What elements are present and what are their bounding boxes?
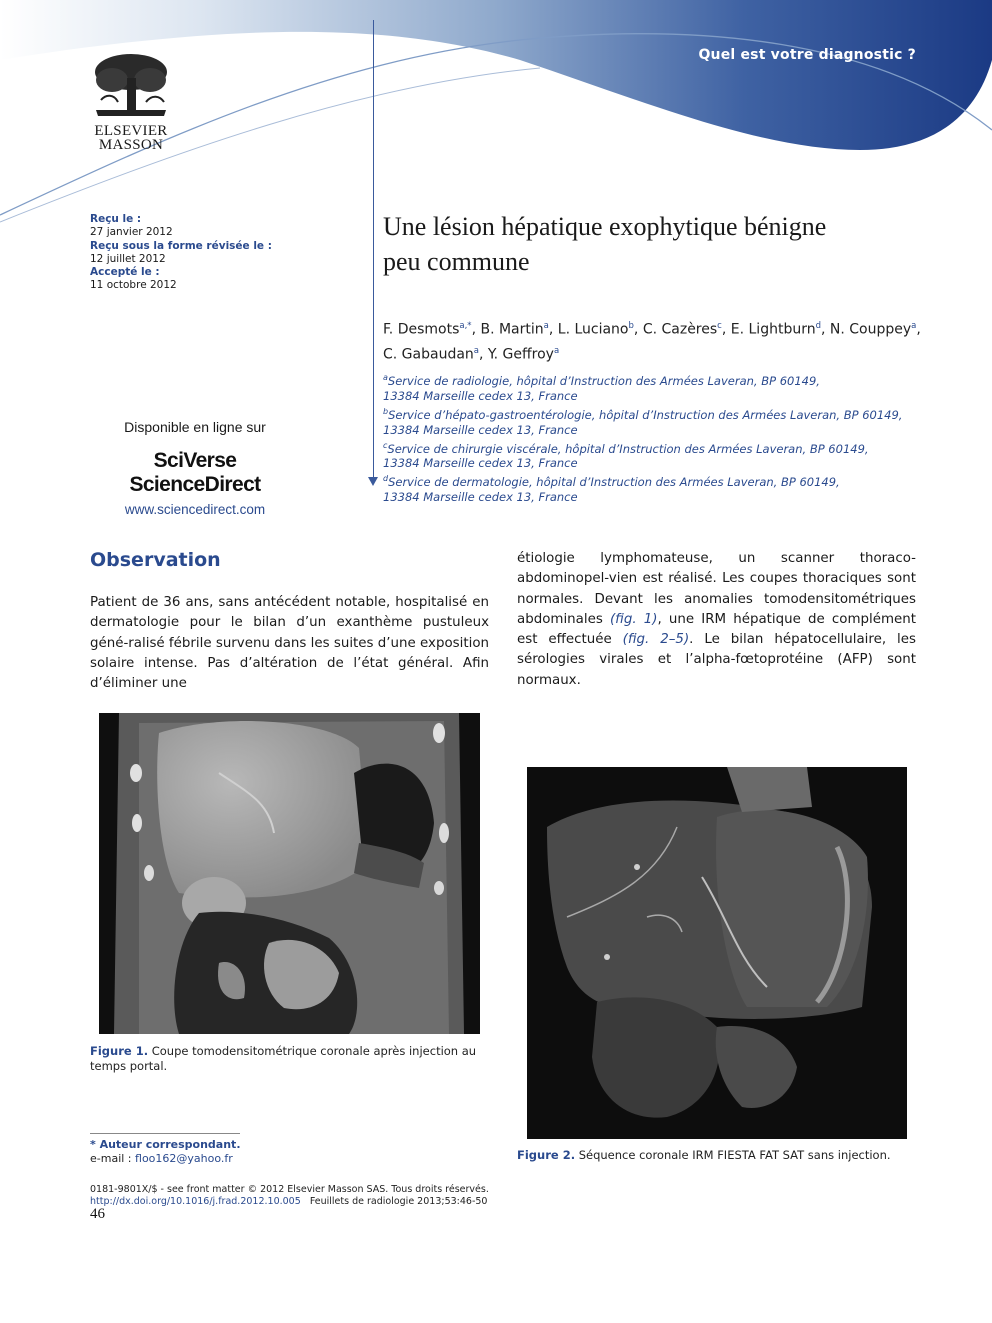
rubric-title: Quel est votre diagnostic ? — [698, 47, 916, 63]
sciencedirect-brand: SciVerse ScienceDirect — [129, 449, 261, 496]
author-affil-sup[interactable]: a — [553, 345, 560, 356]
body-text-left: Patient de 36 ans, sans antécédent notable, hospitalisé en dermatologie pour le bilan d’un exanthème pustuleux géné-ralisé fébrile survenu dans les suites d’une exposition solaire intense. Pas d’altération de l’état général. Afin d’éliminer une — [90, 595, 489, 692]
received-label: Reçu le : — [90, 213, 142, 225]
author-sep: , — [548, 321, 558, 338]
bibliographic-info — [90, 1184, 489, 1208]
author-sep: , — [821, 321, 830, 338]
author-name: F. Desmots — [383, 321, 460, 338]
affiliation-city: 13384 Marseille cedex 13, France — [383, 456, 578, 471]
caption-text: Séquence coronale IRM FIESTA FAT SAT sans injection. — [578, 1148, 891, 1162]
affiliation-sup: d — [383, 474, 389, 484]
author-name: L. Luciano — [557, 321, 629, 338]
affiliation-city: 13384 Marseille cedex 13, France — [383, 422, 578, 437]
figure-ref-link[interactable]: (fig. 2–5) — [622, 632, 690, 648]
corresponding-author-footnote — [90, 1138, 241, 1166]
affiliation-city: 13384 Marseille cedex 13, France — [383, 388, 578, 403]
title-line-2: peu commune — [383, 247, 530, 276]
accepted-date: 11 octobre 2012 — [90, 279, 177, 292]
body-text-right — [517, 549, 916, 691]
affiliation-list — [383, 370, 943, 505]
figure-ref-link[interactable]: (fig. 1) — [609, 611, 658, 627]
figure-2-mri-image — [527, 767, 907, 1139]
author-affil-sup[interactable]: d — [815, 321, 821, 331]
author-affil-sup[interactable]: a,* — [459, 321, 472, 331]
affiliation-city: 13384 Marseille cedex 13, France — [383, 490, 578, 505]
email-link[interactable]: floo162@yahoo.fr — [135, 1152, 233, 1165]
vertical-rule — [373, 20, 374, 480]
author-name: N. Couppey — [829, 321, 912, 338]
logo-line-2: MASSON — [98, 137, 164, 153]
doi-link[interactable]: http://dx.doi.org/10.1016/j.frad.2012.10.005 — [90, 1196, 301, 1207]
email-label: e-mail : — [90, 1152, 136, 1165]
affiliation-sup: c — [383, 440, 388, 450]
elsevier-masson-wordmark — [78, 124, 184, 152]
author-affil-sup[interactable]: a — [473, 345, 479, 356]
figure-2-caption — [517, 1148, 916, 1163]
author-affil-sup[interactable]: c — [717, 321, 722, 331]
revised-label: Reçu sous la forme révisée le : — [90, 239, 272, 252]
affiliation-item — [383, 404, 943, 423]
article-dates — [90, 213, 272, 293]
author-sep: , — [633, 321, 643, 338]
author-affil-sup[interactable]: b — [628, 321, 634, 331]
body-text-run: étiologie lymphomateuse, un scanner thoraco-abdominopel-vien est réalisé. Les coupes thoraciques sont normales. Devant les anomalies tomodensitométriques abdominales — [517, 551, 916, 627]
affiliation-line: Service de dermatologie, hôpital d’Instruction des Armées Laveran, BP 60149, — [388, 475, 840, 490]
author-name: B. Martin — [480, 321, 544, 338]
caption-text: Coupe tomodensitométrique coronale après injection au temps portal. — [90, 1044, 477, 1073]
article-title — [383, 209, 943, 279]
author-affil-sup[interactable]: a — [911, 321, 917, 331]
received-date: 27 janvier 2012 — [90, 226, 173, 239]
sciencedirect-link[interactable]: www.sciencedirect.com — [124, 502, 266, 517]
revised-date: 12 juillet 2012 — [90, 252, 166, 265]
page-number: 46 — [90, 1206, 105, 1222]
figure-label: Figure 1. — [90, 1044, 149, 1058]
figure-1-ct-image — [99, 713, 480, 1034]
affiliation-line: Service de radiologie, hôpital d’Instruction des Armées Laveran, BP 60149, — [387, 373, 820, 388]
accepted-label: Accepté le : — [90, 266, 160, 279]
affiliation-line: Service de chirurgie viscérale, hôpital d’Instruction des Armées Laveran, BP 60149, — [387, 441, 869, 456]
author-affil-sup[interactable]: a — [543, 321, 549, 331]
author-sep: , — [471, 321, 481, 338]
section-heading-observation: Observation — [90, 549, 221, 571]
journal-citation: Feuillets de radiologie 2013;53:46-50 — [309, 1196, 488, 1207]
logo-line-1: ELSEVIER — [94, 123, 168, 139]
author-sep: , — [479, 346, 488, 363]
copyright-line: 0181-9801X/$ - see front matter © 2012 Elsevier Masson SAS. Tous droits réservés. — [90, 1184, 489, 1195]
arrow-down-icon — [368, 477, 378, 486]
author-list — [383, 316, 943, 365]
author-sep: , — [721, 321, 731, 338]
affiliation-item — [383, 471, 943, 490]
figure-1-caption — [90, 1044, 489, 1074]
figure-label: Figure 2. — [517, 1148, 576, 1162]
author-name: C. Cazères — [642, 321, 718, 338]
body-text-run: . Le bilan hépatocellulaire, les sérologies virales et l’alpha-fœtoprotéine (AFP) sont normaux. — [517, 632, 916, 688]
online-availability — [90, 419, 300, 517]
author-sep: , — [916, 321, 921, 338]
affiliation-sup: b — [383, 406, 389, 416]
corresponding-author-label: * Auteur correspondant. — [90, 1138, 241, 1151]
footnote-rule — [90, 1133, 240, 1134]
author-name: C. Gabaudan — [383, 346, 474, 363]
affiliation-sup: a — [383, 373, 388, 382]
title-line-1: Une lésion hépatique exophytique bénigne — [383, 212, 827, 241]
affiliation-item — [383, 438, 943, 457]
body-text-run: , une IRM hépatique de complément est effectuée — [517, 611, 917, 648]
online-label: Disponible en ligne sur — [124, 419, 266, 435]
author-name: Y. Geffroy — [487, 346, 554, 363]
affiliation-line: Service d’hépato-gastroentérologie, hôpital d’Instruction des Armées Laveran, BP 60149, — [388, 407, 903, 422]
author-name: E. Lightburn — [730, 321, 816, 338]
affiliation-item — [383, 370, 943, 389]
